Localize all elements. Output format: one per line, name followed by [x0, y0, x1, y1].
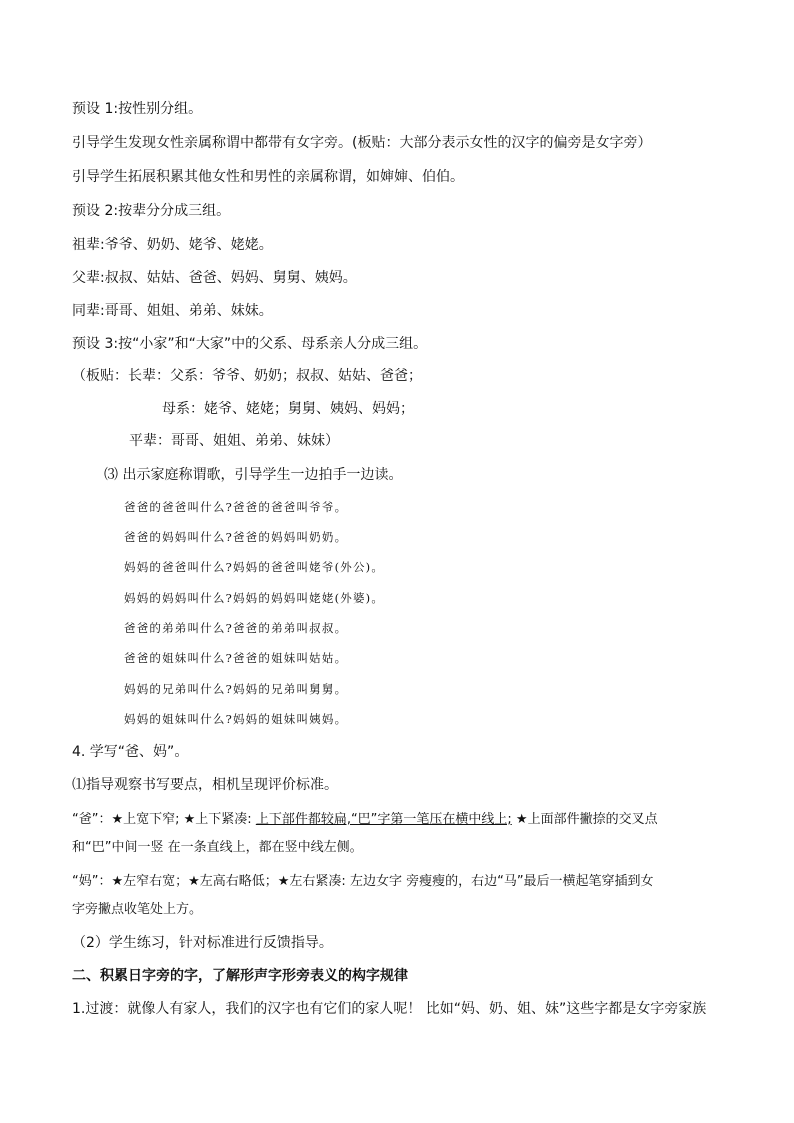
grandparent-generation: 祖辈:爷爷、奶奶、姥爷、姥姥。 — [72, 237, 273, 253]
board-peers: 平辈：哥哥、姐姐、弟弟、妹妹） — [129, 433, 339, 449]
ba-criteria-line-1 — [72, 810, 658, 830]
section-2-transition: 1.过渡：就像人有家人，我们的汉字也有它们的家人呢！ 比如“妈、奶、姐、妹”这些字都是女字旁家族 — [72, 1001, 707, 1017]
guide-extend-terms: 引导学生拓展积累其他女性和男性的亲属称谓，如婶婶、伯伯。 — [72, 169, 464, 185]
section-2-heading: 二、积累日字旁的字，了解形声字形旁表义的构字规律 — [72, 968, 408, 984]
ma-criteria-a: “妈”：★左窄右宽；★左高右略低；★左右紧凑: — [72, 874, 350, 889]
ba-criteria-d: 和“巴”中间一竖 在一条直线上，都在竖中线左侧。 — [72, 840, 363, 855]
ba-criteria-b: 上下部件都较扁,“巴”字第一笔压在横中线上; — [255, 812, 512, 827]
ma-criteria-line-1 — [72, 872, 654, 892]
preset-2: 预设 2:按辈分分成三组。 — [72, 203, 231, 219]
song-line: 爸爸的弟弟叫什么?爸爸的弟弟叫叔叔。 — [124, 621, 348, 635]
ma-criteria-b: 左边女字 旁瘦瘦的，右边“马”最后一横起笔穿插到女 — [349, 874, 654, 889]
preset-3: 预设 3:按“小家”和“大家”中的父系、母系亲人分成三组。 — [72, 336, 428, 352]
song-line: 爸爸的妈妈叫什么?爸爸的妈妈叫奶奶。 — [124, 530, 348, 544]
song-line: 妈妈的妈妈叫什么?妈妈的妈妈叫姥姥(外婆)。 — [124, 591, 385, 605]
show-family-song: ⑶ 出示家庭称谓歌，引导学生一边拍手一边读。 — [104, 467, 403, 483]
ma-criteria-c: 字旁撇点收笔处上方。 — [72, 902, 203, 917]
same-generation: 同辈:哥哥、姐姐、弟弟、妹妹。 — [72, 303, 273, 319]
parent-generation: 父辈:叔叔、姑姑、爸爸、妈妈、舅舅、姨妈。 — [72, 270, 357, 286]
write-step-2: （2）学生练习，针对标准进行反馈指导。 — [72, 935, 333, 951]
write-step-1: ⑴指导观察书写要点，相机呈现评价标准。 — [72, 777, 338, 793]
guide-female-radical: 引导学生发现女性亲属称谓中都带有女字旁。(板贴：大部分表示女性的汉字的偏旁是女字旁） — [72, 135, 652, 151]
song-line: 妈妈的兄弟叫什么?妈妈的兄弟叫舅舅。 — [124, 682, 348, 696]
ba-criteria-a: “爸”：★上宽下窄; ★上下紧凑: — [72, 812, 256, 827]
board-elders-paternal: （板贴：长辈：父系：爷爷、奶奶；叔叔、姑姑、爸爸； — [72, 368, 422, 384]
ba-criteria-c: ★上面部件撇捺的交叉点 — [511, 812, 658, 827]
song-line: 妈妈的爸爸叫什么?妈妈的爸爸叫姥爷(外公)。 — [124, 560, 385, 574]
board-maternal: 母系：姥爷、姥姥；舅舅、姨妈、妈妈； — [162, 401, 414, 417]
song-line: 爸爸的姐妹叫什么?爸爸的姐妹叫姑姑。 — [124, 651, 348, 665]
song-line: 妈妈的姐妹叫什么?妈妈的姐妹叫姨妈。 — [124, 712, 348, 726]
write-ba-ma-title: 4. 学写“爸、妈”。 — [72, 744, 189, 760]
preset-1: 预设 1:按性别分组。 — [72, 101, 203, 117]
song-line: 爸爸的爸爸叫什么?爸爸的爸爸叫爷爷。 — [124, 500, 348, 514]
